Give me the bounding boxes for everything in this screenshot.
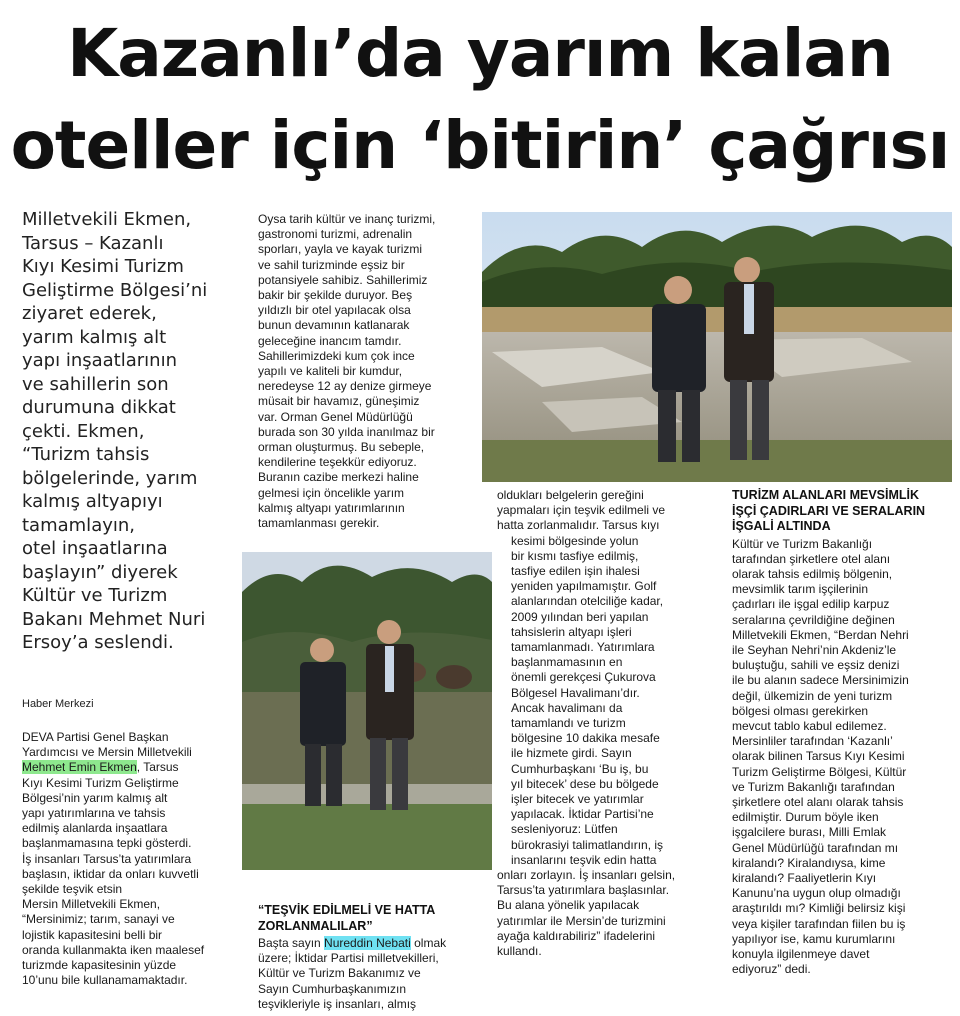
text-line: olarak tahsis edilmiş bölgenin, [732,566,893,581]
lead-line: başlayın” diyerek [22,561,178,583]
text-line: orman oluşturmuş. Bu sebeple, [258,440,425,455]
lead-paragraph [22,208,237,655]
text-line: neredeyse 12 ay denize girmeye [258,379,432,394]
text-line: bakir bir şekilde duruyor. Beş [258,288,413,303]
lead-line: “Turizm tahsis [22,444,150,465]
text-line: yıl bitecek’ dese bu bölgede [511,776,659,791]
text-line: tamamlanması gerekir. [258,516,380,531]
text-line: yapılıyor ise, kamu kurumlarını [732,931,896,946]
text-fragment: Başta sayın [258,936,325,950]
text-fragment: olmak [410,936,447,950]
lead-line: Tarsus – Kazanlı [22,232,164,254]
text-line: Kültür ve Turizm Bakanımız ve [258,966,421,981]
text-line: “Mersinimiz; tarım, sanayi ve [22,912,175,927]
text-line: edilmiş alanlarda inşaatlara [22,821,168,836]
text-line: bölgesi olması gerekirken [732,703,869,718]
lead-line: Geliştirme Bölgesi’ni [22,279,208,301]
text-line: teşvikleriyle iş insanları, almış [258,996,417,1011]
text-line: başlasın, iktidar da onları kuvvetli [22,866,199,881]
text-line: seralarına çevrildiğine değinen [732,612,895,627]
text-line: kullandı. [497,944,542,959]
text-line: sesleniyoruz: Lütfen [511,822,618,837]
text-line: bunun devamının katlanarak [258,318,410,333]
text-line: sporları, yayla ve kayak turizmi [258,242,423,257]
photo-illustration [482,212,952,482]
text-line: Sayın Cumhurbaşkanımızın [258,981,407,996]
lead-line: durumuna dikkat [22,397,176,418]
highlighted-name: Nebati [376,936,411,950]
text-line: 2009 yılından beri yapılan [511,609,649,624]
text-line: ayağa kaldırabiliriz” ifadelerini [497,928,656,943]
text-line: Bölgesel Havalimanı’dır. [511,685,640,700]
text-line: başlanmamasına tepki gösterdi. [22,836,192,851]
text-fragment: , Tarsus [136,760,179,775]
text-line: bölgesine 10 dakika mesafe [511,731,660,746]
text-line: İş insanları Tarsus’ta yatırımlara [22,851,192,866]
column-1 [22,730,237,988]
subhead-line: “TEŞVİK EDİLMELİ VE HATTA [258,903,436,917]
text-line: konuyla ilgilenmeye davet [732,946,870,961]
highlighted-name: Emin [68,760,97,775]
text-line: yapmaları için teşvik edilmeli ve [497,503,666,518]
photo-site-visit-2 [242,552,492,870]
text-line: ile bu alanın sadece Mersinimizin [732,673,909,688]
text-line: turizmde kapasitesinin yüzde [22,958,177,973]
text-line: yapılı ve kaliteli bir kumdur, [258,364,403,379]
text-line: yatırımlar ile Mersin’de turizmini [497,913,666,928]
lead-line: otel inşaatlarına [22,538,168,559]
text-line: işler bitecek ve yatırımlar [511,792,644,807]
text-line: oldukları belgelerin gereğini [497,488,644,502]
byline: Haber Merkezi [22,698,94,710]
text-line: var. Orman Genel Müdürlüğü [258,409,413,424]
photo-illustration [242,552,492,870]
text-line: gelmesi için öncelikle yarım [258,485,405,500]
text-line: tahsislerin altyapı işleri [511,624,632,639]
subhead-line: TURİZM ALANLARI MEVSİMLİK [732,488,920,502]
text-line: geleceğine inancım tamdır. [258,333,402,348]
text-line: Cumhurbaşkanı ‘Bu iş, bu [511,761,649,776]
lead-line: yapı inşaatlarının [22,350,177,371]
text-line: mevsimlik tarım işçilerinin [732,582,869,597]
photo-site-visit-1 [482,212,952,482]
headline-line-2: oteller için ‘bitirin’ çağrısı [10,107,950,184]
text-line: Buranın cazibe merkezi haline [258,470,419,485]
text-line: Milletvekili Ekmen, “Berdan Nehri [732,627,909,642]
text-line: Turizm Geliştirme Bölgesi, Kültür [732,764,907,779]
text-line: gastronomi turizmi, adrenalin [258,227,413,242]
section-subhead [258,903,488,934]
lead-line: çekti. Ekmen, [22,420,145,442]
text-line: Bölgesi’nin yarım kalmış alt [22,790,168,805]
text-line: yapı yatırımlarına ve tahsis [22,806,166,821]
section-subhead [732,488,954,535]
text-line: yapılacak. İktidar Partisi’ne [511,807,654,822]
subhead-line: ZORLANMALILAR” [258,918,373,933]
lead-line: Kültür ve Turizm [22,585,168,606]
text-line: insanlarını teşvik edin hatta [511,852,657,867]
text-line: araştırıldı mı? Kimliği belirsiz kişi [732,901,906,916]
headline [0,8,960,192]
text-line: edilmiştir. Durum böyle iken [732,810,879,825]
text-line: kiralandı? Kiralandıysa, kime [732,855,886,870]
text-line: yıldızlı bir otel yapılacak olsa [258,303,411,318]
text-line: tasfiye edilen işin ihalesi [511,564,640,579]
text-line: oranda kullanmakta iken maalesef [22,942,205,957]
text-line: Bu alana yönelik yapılacak [497,898,640,913]
highlighted-name: Mehmet [22,760,66,775]
text-line: onları zorlayın. İş insanları gelsin, [497,868,676,883]
text-line: işgalcilere burası, Milli Emlak [732,825,887,840]
text-line: ile Seyhan Nehri’nin Akdeniz’le [732,642,897,657]
lead-line: Milletvekili Ekmen, [22,209,192,230]
text-line: kalmış altyapı yatırımlarının [258,500,405,515]
text-line: Mersin Milletvekili Ekmen, [22,897,161,912]
text-line: başlanmamasının en [511,655,623,670]
text-line: lojistik kapasitesini belli bir [22,927,163,942]
text-line: Ancak havalimanı da [511,700,623,715]
headline-line-1: Kazanlı’da yarım kalan [67,15,893,92]
lead-line: Bakanı Mehmet Nuri [22,608,206,630]
text-line: Genel Müdürlüğü tarafından mı [732,840,899,855]
text-line: ediyoruz” dedi. [732,962,811,977]
column-2-top [258,212,478,531]
lead-line: Kıyı Kesimi Turizm [22,256,184,277]
text-line: Kanunu’na uygun olup olmadığı [732,886,901,901]
text-line: mevcut tablo kabul edilemez. [732,718,887,733]
text-line: şirketlere otel alanı olarak tahsis [732,794,904,809]
column-4 [732,488,954,977]
subhead-line: İŞGALİ ALTINDA [732,519,831,533]
lead-line: kalmış altyapıyı [22,491,163,512]
highlighted-name: Nureddin [324,936,373,950]
text-line: olarak bilinen Tarsus Kıyı Kesimi [732,749,905,764]
lead-line: Ersoy’a seslendi. [22,632,174,653]
column-3 [497,488,722,959]
text-line: buluştuğu, sahili ve eşsiz denizi [732,658,900,673]
text-line: 10’unu bile kullanamamaktadır. [22,973,188,988]
lead-line: bölgelerinde, yarım [22,467,198,489]
text-line: Mersinliler tarafından ‘Kazanlı’ [732,734,893,749]
text-line [258,936,488,951]
text-line: Yardımcısı ve Mersin Milletvekili [22,745,192,760]
text-line: değil, ülkemizin de yeni turizm [732,688,893,703]
text-line: üzere; İktidar Partisi milletvekilleri, [258,951,439,966]
text-line: potansiyele sahibiz. Sahillerimiz [258,272,428,287]
subhead-line: İŞÇİ ÇADIRLARI VE SERALARIN [732,503,926,518]
lead-line: tamamlayın, [22,514,136,536]
text-line: tamamlanmadı. Yatırımlara [511,640,655,655]
text-line: tarafından şirketlere otel alanı [732,551,891,566]
text-line: yeniden yapılmamıştır. Golf [511,579,657,594]
text-line: alanlarından otelciliğe kadar, [511,594,664,609]
text-line: hatta zorlanmalıdır. Tarsus kıyı [497,518,660,533]
text-line: ile hizmete girdi. Sayın [511,746,632,761]
text-line: Oysa tarih kültür ve inanç turizmi, [258,212,436,226]
text-line: ve sahil turizminde eşsiz bir [258,257,405,272]
text-line: Kültür ve Turizm Bakanlığı [732,536,873,551]
text-line [22,760,237,775]
text-line: bir kısmı tasfiye edilmiş, [511,548,639,563]
text-line: DEVA Partisi Genel Başkan [22,730,169,744]
text-line: tamamlandı ve turizm [511,716,626,731]
column-2-bottom [258,903,488,1012]
text-line: veya kişiler tarafından fiilen bu iş [732,916,906,931]
text-line: burada son 30 yılda inanılmaz bir [258,424,435,439]
highlighted-name: Ekmen [99,760,137,775]
text-line: çadırları ile işgal edilip karpuz [732,597,890,612]
text-line: önemli gerekçesi Çukurova [511,670,656,685]
lead-line: yarım kalmış alt [22,326,167,348]
text-line: şekilde teşvik etsin [22,882,123,897]
text-line: kiralandı? Faaliyetlerin Kıyı [732,870,877,885]
text-line: bürokrasiyi talimatlandırın, iş [511,837,664,852]
text-line: müsait bir havamız, güneşimiz [258,394,420,409]
lead-line: ziyaret ederek, [22,303,157,324]
text-line: kesimi bölgesinde yolun [511,533,639,548]
text-line: Sahillerimizdeki kum çok ince [258,348,415,363]
text-line: Tarsus’ta yatırımlara başlasınlar. [497,883,670,898]
text-line: Kıyı Kesimi Turizm Geliştirme [22,775,179,790]
text-line: ve Turizm Bakanlığı tarafından [732,779,895,794]
lead-line: ve sahillerin son [22,373,169,395]
text-line: kendilerine teşekkür ediyoruz. [258,455,417,470]
